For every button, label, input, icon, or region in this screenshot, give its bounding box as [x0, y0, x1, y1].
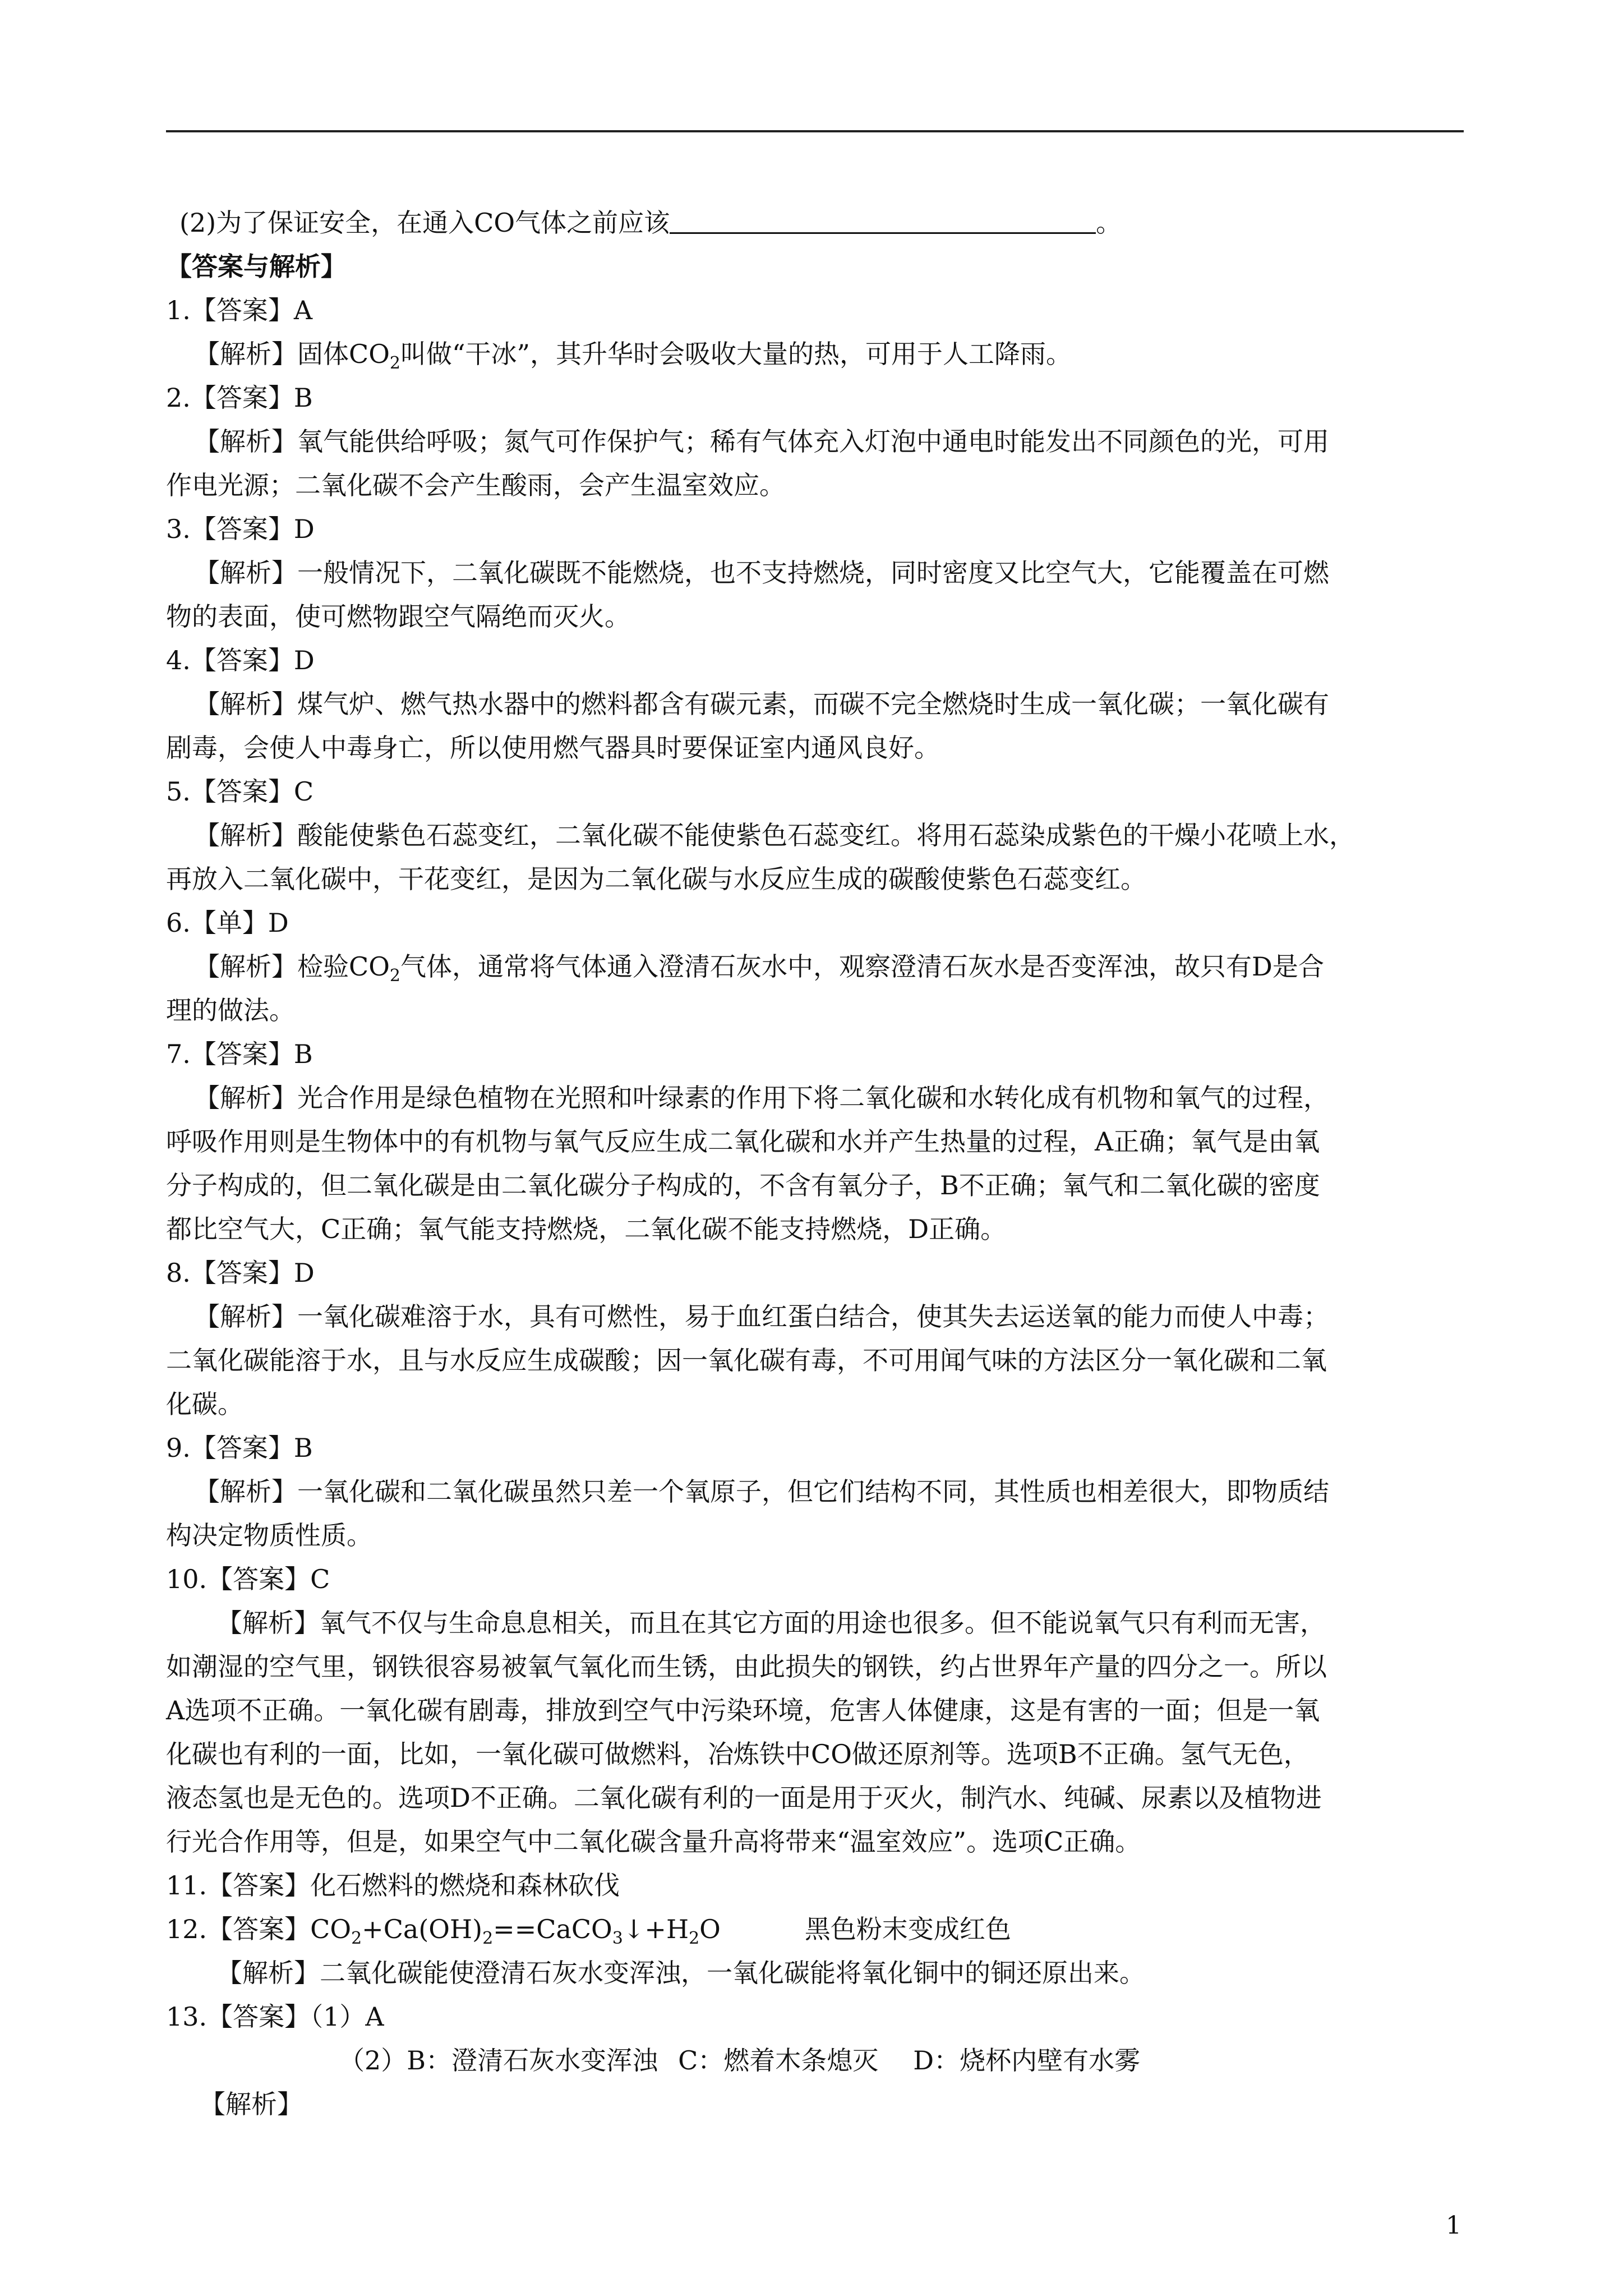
analysis-6: 【解析】检验$CO_2$气体，通常将气体通入澄清石灰水中，观察澄清石灰水是否变浑浊，故只有D是合: [194, 951, 1324, 986]
analysis-1: 【解析】固体$CO_2$叫做“干冰”，其升华时会吸收大量的热，可用于人工降雨。: [194, 339, 1072, 374]
analysis-4-cont: 剧毒，会使人中毒身亡，所以使用燃气器具时要保证室内通风良好。: [166, 733, 940, 763]
answer-line-11: 11.【答案】化石燃料的燃烧和森林砍伐: [166, 1870, 620, 1901]
analysis-10-cont: 液态氢也是无色的。选项D不正确。二氧化碳有利的一面是用于灭火，制汽水、纯碱、尿素以及植物进: [166, 1783, 1322, 1813]
answer-line-4: 4.【答案】D: [166, 645, 315, 675]
question-end: 。: [1096, 208, 1122, 238]
analysis-13: 【解析】: [200, 2089, 303, 2119]
answer-line-3: 3.【答案】D: [166, 514, 315, 544]
analysis-8-cont: 二氧化碳能溶于水，且与水反应生成碳酸；因一氧化碳有毒，不可用闻气味的方法区分一氧化碳和二氧: [166, 1345, 1327, 1375]
answer-line-9: 9.【答案】B: [166, 1433, 313, 1463]
answer-line-1: 1.【答案】A: [166, 295, 313, 325]
answer-line-7: 7.【答案】B: [166, 1039, 313, 1069]
question-2-line: [179, 201, 1481, 245]
answer-line-5: 5.【答案】C: [166, 776, 314, 807]
analysis-12: 【解析】二氧化碳能使澄清石灰水变浑浊，一氧化碳能将氧化铜中的铜还原出来。: [216, 1958, 1145, 1988]
question-text: (2)为了保证安全，在通入CO气体之前应该: [179, 208, 670, 238]
analysis-5-cont: 再放入二氧化碳中，干花变红，是因为二氧化碳与水反应生成的碳酸使紫色石蕊变红。: [166, 864, 1146, 894]
analysis-2: 【解析】氧气能供给呼吸；氮气可作保护气；稀有气体充入灯泡中通电时能发出不同颜色的光，可用: [194, 426, 1329, 457]
analysis-7-cont: 呼吸作用则是生物体中的有机物与氧气反应生成二氧化碳和水并产生热量的过程，A正确；氧气是由氧: [166, 1126, 1320, 1157]
analysis-4: 【解析】煤气炉、燃气热水器中的燃料都含有碳元素，而碳不完全燃烧时生成一氧化碳；一氧化碳有: [194, 689, 1329, 719]
analysis-10: 【解析】氧气不仅与生命息息相关，而且在其它方面的用途也很多。但不能说氧气只有利而无害，: [216, 1608, 1326, 1638]
analysis-2-cont: 作电光源；二氧化碳不会产生酸雨，会产生温室效应。: [166, 470, 785, 500]
analysis-7-cont: 分子构成的，但二氧化碳是由二氧化碳分子构成的，不含有氧分子，B不正确；氧气和二氧化碳的密度: [166, 1170, 1320, 1200]
analysis-10-cont: 行光合作用等，但是，如果空气中二氧化碳含量升高将带来“温室效应”。选项C正确。: [166, 1826, 1141, 1857]
analysis-9-cont: 构决定物质性质。: [166, 1520, 372, 1550]
answer-blank: [670, 210, 1096, 234]
analysis-8: 【解析】一氧化碳难溶于水，具有可燃性，易于血红蛋白结合，使其失去运送氧的能力而使人中毒；: [194, 1301, 1329, 1332]
answer-line-6: 6.【单】D: [166, 908, 289, 938]
analysis-3-cont: 物的表面，使可燃物跟空气隔绝而灭火。: [166, 601, 630, 632]
analysis-3: 【解析】一般情况下，二氧化碳既不能燃烧，也不支持燃烧，同时密度又比空气大，它能覆盖在可燃: [194, 558, 1329, 588]
answer-13-part2: （2）B：澄清石灰水变浑浊 C：燃着木条熄灭 D：烧杯内壁有水雾: [339, 2045, 1141, 2076]
header-rule: [166, 130, 1464, 132]
answer-line-8: 8.【答案】D: [166, 1258, 315, 1288]
analysis-7-cont: 都比空气大，C正确；氧气能支持燃烧，二氧化碳不能支持燃烧，D正确。: [166, 1214, 1007, 1244]
analysis-7: 【解析】光合作用是绿色植物在光照和叶绿素的作用下将二氧化碳和水转化成有机物和氧气的过程，: [194, 1083, 1329, 1113]
analysis-6-cont: 理的做法。: [166, 995, 295, 1025]
analysis-5: 【解析】酸能使紫色石蕊变红，二氧化碳不能使紫色石蕊变红。将用石蕊染成紫色的干燥小花喷上水，: [194, 820, 1355, 850]
section-title: 【答案与解析】: [166, 251, 347, 282]
chemical-equation: $CO_2+Ca(OH)_2==CaCO_3↓+H_2O$: [310, 1914, 721, 1949]
analysis-10-cont: A选项不正确。一氧化碳有剧毒，排放到空气中污染环境，危害人体健康，这是有害的一面；但是一氧: [166, 1695, 1320, 1726]
answer-line-2: 2.【答案】B: [166, 383, 313, 413]
analysis-9: 【解析】一氧化碳和二氧化碳虽然只差一个氧原子，但它们结构不同，其性质也相差很大，即物质结: [194, 1476, 1329, 1507]
answer-line-13: 13.【答案】（1）A: [166, 2001, 384, 2032]
answer-line-10: 10.【答案】C: [166, 1564, 330, 1594]
analysis-10-cont: 化碳也有利的一面，比如，一氧化碳可做燃料，冶炼铁中CO做还原剂等。选项B不正确。氢气无色，: [166, 1739, 1310, 1769]
page-number: 1: [1446, 2211, 1461, 2240]
answer-line-12: 12.【答案】$CO_2+Ca(OH)_2==CaCO_3↓+H_2O$ 黑色粉末变成红色: [166, 1914, 1011, 1949]
analysis-8-cont: 化碳。: [166, 1389, 243, 1419]
analysis-10-cont: 如潮湿的空气里，钢铁很容易被氧气氧化而生锈，由此损失的钢铁，约占世界年产量的四分之一。所以: [166, 1651, 1327, 1682]
